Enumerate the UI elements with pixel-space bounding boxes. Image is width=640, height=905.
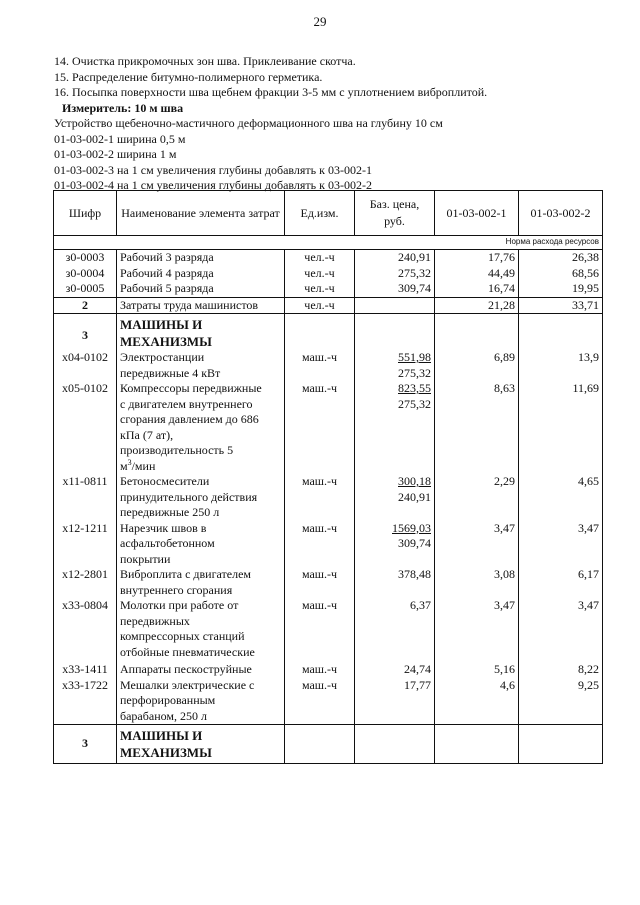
section-code: 3 [54, 725, 117, 764]
row-value-2: 3,47 [519, 598, 603, 660]
row-value-1: 6,89 [435, 350, 519, 381]
section-title [117, 725, 285, 764]
row-price: 275,32 [355, 266, 435, 282]
section-code: 3 [54, 314, 117, 351]
row-name-line: с двигателем внутреннего [120, 396, 253, 411]
row-value-1: 3,08 [435, 567, 519, 598]
row-value-1: 3,47 [435, 598, 519, 660]
row-value-1: 17,76 [435, 250, 519, 266]
row-value-1: 16,74 [435, 281, 519, 297]
row-value-2: 26,38 [519, 250, 603, 266]
row-price: 240,91 [355, 250, 435, 266]
row-code: з0-0005 [54, 281, 117, 297]
row-name [117, 350, 285, 381]
row-value-1: 2,29 [435, 474, 519, 521]
row-price: 24,74 [355, 660, 435, 678]
row-value-2: 13,9 [519, 350, 603, 381]
header-col1: 01-03-002-1 [435, 191, 519, 236]
price-primary: 1569,03 [392, 520, 431, 535]
row-name [117, 521, 285, 568]
row-value-2: 11,69 [519, 381, 603, 474]
row-name-line: Мешалки электрические с [120, 677, 255, 692]
row-price: 17,77 [355, 678, 435, 725]
row-name: Аппараты пескоструйные [117, 660, 285, 678]
row-name [117, 381, 285, 474]
price-secondary: 275,32 [398, 365, 431, 380]
row-name-line: покрытии [120, 551, 171, 566]
table-row [54, 678, 603, 725]
row-name-line: передвижные 250 л [120, 505, 220, 519]
row-code: х12-1211 [54, 521, 117, 568]
row-name-line: Бетоносмесители [120, 474, 210, 488]
row-code: з0-0004 [54, 266, 117, 282]
row-unit: маш.-ч [285, 381, 355, 474]
measure-unit: Измеритель: 10 м шва [62, 100, 184, 115]
row-value-2: 6,17 [519, 567, 603, 598]
table-row [54, 281, 603, 297]
row-code: 2 [54, 297, 117, 314]
section-header [54, 314, 603, 351]
row-value-1: 44,49 [435, 266, 519, 282]
row-unit: маш.-ч [285, 660, 355, 678]
intro-text [54, 54, 487, 194]
row-unit: маш.-ч [285, 598, 355, 660]
row-unit: чел.-ч [285, 266, 355, 282]
table-row [54, 381, 603, 474]
unit-tail: /мин [131, 458, 156, 473]
price-secondary: 240,91 [398, 489, 431, 504]
step-16: 16. Посыпка поверхности шва щебнем фракции 3-5 мм с уплотнением виброплитой. [54, 85, 488, 99]
row-name: Рабочий 3 разряда [117, 250, 285, 266]
row-value-2: 9,25 [519, 678, 603, 725]
unit-sup: 3 [127, 457, 132, 467]
row-unit: маш.-ч [285, 567, 355, 598]
row-name-line: Электростанции [120, 350, 205, 364]
row-unit: чел.-ч [285, 281, 355, 297]
table-row [54, 660, 603, 678]
row-name-line: Нарезчик швов в [120, 520, 207, 535]
header-name: Наименование элемента затрат [117, 191, 285, 236]
section-title-line-1: МАШИНЫ И [120, 728, 203, 743]
row-name-line [120, 459, 281, 475]
header-price: Баз. цена, руб. [355, 191, 435, 236]
variant-3: 01-03-002-3 на 1 см увеличения глубины добавлять к 03-002-1 [54, 162, 372, 177]
row-value-2: 8,22 [519, 660, 603, 678]
row-code: х33-1411 [54, 660, 117, 678]
row-value-2: 19,95 [519, 281, 603, 297]
row-name-line: Компрессоры передвижные [120, 381, 262, 395]
row-unit: маш.-ч [285, 521, 355, 568]
table-row [54, 567, 603, 598]
row-unit: маш.-ч [285, 474, 355, 521]
price-secondary: 309,74 [398, 536, 431, 550]
row-name-line: принудительного действия [120, 489, 258, 504]
header-col2: 01-03-002-2 [519, 191, 603, 236]
section-title [117, 314, 285, 351]
row-name-line: передвижных [120, 613, 190, 628]
row-code: х04-0102 [54, 350, 117, 381]
section-header-repeat [54, 725, 603, 764]
table-row [54, 598, 603, 660]
table-row [54, 250, 603, 266]
row-name-line: Молотки при работе от [120, 598, 239, 612]
table-row [54, 350, 603, 381]
row-value-1: 8,63 [435, 381, 519, 474]
section-title-line-2: МЕХАНИЗМЫ [120, 334, 212, 349]
row-value-1: 21,28 [435, 297, 519, 314]
norm-label: Норма расхода ресурсов [54, 236, 603, 250]
section-title-line-1: МАШИНЫ И [120, 317, 203, 332]
row-name-line: передвижные 4 кВт [120, 365, 221, 380]
variant-1: 01-03-002-1 ширина 0,5 м [54, 131, 186, 146]
row-name: Рабочий 5 разряда [117, 281, 285, 297]
section-title-line-2: МЕХАНИЗМЫ [120, 745, 212, 760]
row-name-line: компрессорных станций [120, 629, 245, 643]
row-name-line: кПа (7 ат), [120, 427, 174, 442]
price-primary: 823,55 [398, 381, 431, 395]
row-price: 378,48 [355, 567, 435, 598]
row-name: Рабочий 4 разряда [117, 266, 285, 282]
operators-row [54, 297, 603, 314]
row-price [355, 474, 435, 521]
row-name [117, 678, 285, 725]
step-15: 15. Распределение битумно-полимерного герметика. [54, 69, 323, 84]
table-row [54, 474, 603, 521]
row-value-2: 4,65 [519, 474, 603, 521]
row-value-1: 4,6 [435, 678, 519, 725]
row-value-1: 5,16 [435, 660, 519, 678]
row-code: з0-0003 [54, 250, 117, 266]
row-code: х05-0102 [54, 381, 117, 474]
unit-m: м [120, 458, 128, 473]
row-name-line: производительность 5 [120, 443, 234, 457]
row-price [355, 297, 435, 314]
row-unit: чел.-ч [285, 250, 355, 266]
row-unit: маш.-ч [285, 678, 355, 725]
row-code: х12-2801 [54, 567, 117, 598]
page-number: 29 [313, 14, 327, 29]
row-name-line: перфорированным [120, 693, 216, 707]
row-value-2: 33,71 [519, 297, 603, 314]
row-code: х11-0811 [54, 474, 117, 521]
row-name: Затраты труда машинистов [117, 297, 285, 314]
row-code: х33-1722 [54, 678, 117, 725]
row-price: 309,74 [355, 281, 435, 297]
variant-2: 01-03-002-2 ширина 1 м [54, 147, 177, 161]
row-price: 6,37 [355, 598, 435, 660]
table-row [54, 266, 603, 282]
row-price [355, 381, 435, 474]
price-primary: 300,18 [398, 474, 431, 488]
variant-4: 01-03-002-4 на 1 см увеличения глубины добавлять к 03-002-2 [54, 178, 372, 192]
row-name-line: Виброплита с двигателем [120, 567, 252, 581]
table-header [54, 191, 603, 236]
work-description: Устройство щебеночно-мастичного деформационного шва на глубину 10 см [54, 116, 443, 130]
step-14: 14. Очистка прикромочных зон шва. Приклеивание скотча. [54, 54, 356, 68]
row-name-line: внутреннего сгорания [120, 582, 233, 597]
header-unit: Ед.изм. [285, 191, 355, 236]
row-name [117, 474, 285, 521]
price-primary: 551,98 [398, 350, 431, 364]
row-unit: чел.-ч [285, 297, 355, 314]
row-value-2: 3,47 [519, 521, 603, 568]
row-value-1: 3,47 [435, 521, 519, 568]
row-name-line: барабаном, 250 л [120, 708, 207, 723]
row-value-2: 68,56 [519, 266, 603, 282]
resource-table [53, 190, 603, 764]
row-price [355, 521, 435, 568]
price-secondary: 275,32 [398, 396, 431, 411]
table-row [54, 521, 603, 568]
row-name [117, 567, 285, 598]
header-code: Шифр [54, 191, 117, 236]
row-name-line: отбойные пневматические [120, 644, 255, 659]
norm-row [54, 236, 603, 250]
row-unit: маш.-ч [285, 350, 355, 381]
row-name-line: сгорания давлением до 686 [120, 412, 259, 426]
row-price [355, 350, 435, 381]
row-name [117, 598, 285, 660]
row-code: х33-0804 [54, 598, 117, 660]
row-name-line: асфальтобетонном [120, 536, 215, 550]
